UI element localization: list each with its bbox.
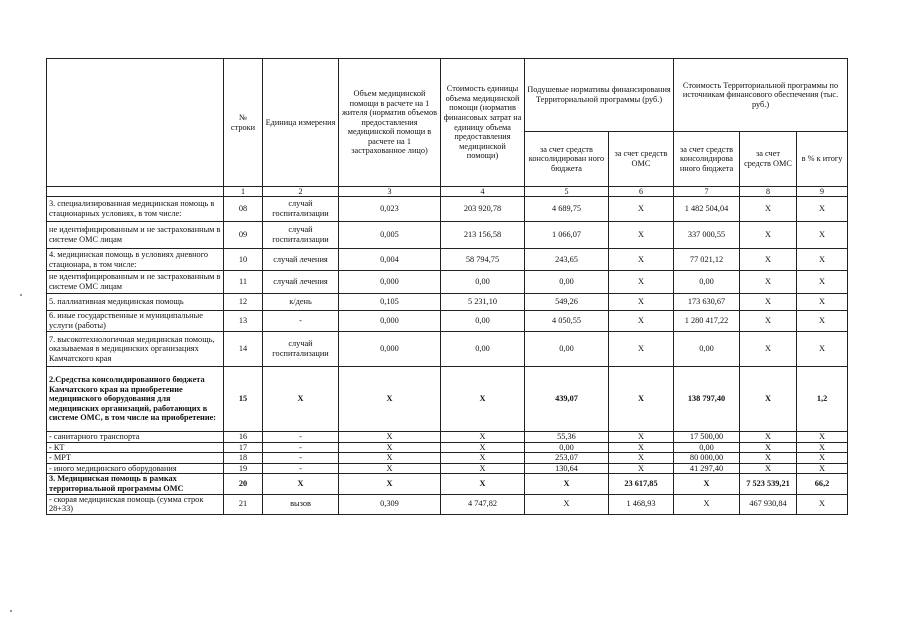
row-unit-cost: 0,00 bbox=[441, 332, 525, 367]
column-number: 2 bbox=[263, 187, 339, 197]
row-total-budget: 80 000,00 bbox=[674, 453, 740, 464]
row-unit: Х bbox=[263, 367, 339, 432]
column-number: 5 bbox=[525, 187, 609, 197]
row-per-capita-oms: Х bbox=[609, 249, 674, 271]
scan-speck bbox=[10, 610, 12, 612]
header-volume: Объем медицинской помощи в расчете на 1 жителя (норматив объемов предоставления медицинской помощи в расчете на 1 застрахованное лицо) bbox=[339, 59, 441, 187]
table-row bbox=[47, 453, 848, 464]
row-name: - иного медицинского оборудования bbox=[47, 463, 224, 474]
row-per-capita-oms: Х bbox=[609, 442, 674, 453]
row-per-capita-oms: Х bbox=[609, 271, 674, 294]
row-percent: 1,2 bbox=[797, 367, 848, 432]
row-unit-cost: 0,00 bbox=[441, 311, 525, 332]
column-number: 8 bbox=[740, 187, 797, 197]
row-total-budget: 0,00 bbox=[674, 442, 740, 453]
row-volume: Х bbox=[339, 453, 441, 464]
row-per-capita-oms: Х bbox=[609, 463, 674, 474]
column-number: 1 bbox=[224, 187, 263, 197]
column-number-row bbox=[47, 187, 848, 197]
table-body bbox=[47, 197, 848, 515]
table-row bbox=[47, 367, 848, 432]
row-number: 15 bbox=[224, 367, 263, 432]
column-number-blank bbox=[47, 187, 224, 197]
column-number: 9 bbox=[797, 187, 848, 197]
row-number: 17 bbox=[224, 442, 263, 453]
header-name-cell bbox=[47, 59, 224, 187]
row-number: 14 bbox=[224, 332, 263, 367]
row-volume: 0,000 bbox=[339, 332, 441, 367]
header-sub-budget: за счет средств консолидирован ного бюджета bbox=[525, 132, 609, 187]
column-number: 6 bbox=[609, 187, 674, 197]
table-row bbox=[47, 474, 848, 494]
table-row bbox=[47, 249, 848, 271]
row-number: 16 bbox=[224, 432, 263, 443]
row-volume: Х bbox=[339, 474, 441, 494]
row-total-budget: 77 021,12 bbox=[674, 249, 740, 271]
row-number: 08 bbox=[224, 197, 263, 222]
header-sub-oms: за счет средств ОМС bbox=[609, 132, 674, 187]
row-name: - санитарного транспорта bbox=[47, 432, 224, 443]
column-number: 4 bbox=[441, 187, 525, 197]
row-total-oms: Х bbox=[740, 442, 797, 453]
row-number: 09 bbox=[224, 222, 263, 249]
table-row bbox=[47, 271, 848, 294]
row-number: 20 bbox=[224, 474, 263, 494]
table-row bbox=[47, 332, 848, 367]
row-per-capita-oms: 23 617,85 bbox=[609, 474, 674, 494]
row-per-capita-budget: 0,00 bbox=[525, 332, 609, 367]
row-total-oms: Х bbox=[740, 367, 797, 432]
row-per-capita-oms: Х bbox=[609, 222, 674, 249]
row-total-oms: Х bbox=[740, 271, 797, 294]
row-percent: Х bbox=[797, 271, 848, 294]
row-name: 7. высокотехнологичная медицинская помощь, оказываемая в медицинских организациях Камчатского края bbox=[47, 332, 224, 367]
row-unit: - bbox=[263, 311, 339, 332]
header-unit: Единица измерения bbox=[263, 59, 339, 187]
row-volume: 0,309 bbox=[339, 494, 441, 514]
row-unit-cost: Х bbox=[441, 432, 525, 443]
row-volume: Х bbox=[339, 432, 441, 443]
header-sub-budget2: за счет средств консолидирова нного бюджета bbox=[674, 132, 740, 187]
row-total-oms: Х bbox=[740, 197, 797, 222]
row-unit-cost: Х bbox=[441, 453, 525, 464]
row-percent: Х bbox=[797, 294, 848, 311]
header-row-no: № строки bbox=[224, 59, 263, 187]
row-per-capita-budget: 243,65 bbox=[525, 249, 609, 271]
table-row bbox=[47, 494, 848, 514]
row-unit: вызов bbox=[263, 494, 339, 514]
row-volume: Х bbox=[339, 442, 441, 453]
row-total-oms: Х bbox=[740, 463, 797, 474]
row-total-budget: 138 797,40 bbox=[674, 367, 740, 432]
row-per-capita-budget: 0,00 bbox=[525, 442, 609, 453]
column-number: 7 bbox=[674, 187, 740, 197]
row-total-budget: 0,00 bbox=[674, 271, 740, 294]
row-volume: 0,004 bbox=[339, 249, 441, 271]
program-cost-table bbox=[46, 58, 848, 515]
row-name: 3. специализированная медицинская помощь в стационарных условиях, в том числе: bbox=[47, 197, 224, 222]
row-unit: к/день bbox=[263, 294, 339, 311]
header-cost-unit: Стоимость единицы объема медицинской помощи (норматив финансовых затрат на единицу объема предоставления медицинской помощи) bbox=[441, 59, 525, 187]
row-total-budget: 337 000,55 bbox=[674, 222, 740, 249]
row-percent: Х bbox=[797, 197, 848, 222]
row-unit: Х bbox=[263, 474, 339, 494]
row-total-budget: 173 630,67 bbox=[674, 294, 740, 311]
row-total-budget: 0,00 bbox=[674, 332, 740, 367]
row-total-budget: Х bbox=[674, 474, 740, 494]
row-unit: случай госпитализации bbox=[263, 222, 339, 249]
row-name: 6. иные государственные и муниципальные услуги (работы) bbox=[47, 311, 224, 332]
row-per-capita-budget: 253,07 bbox=[525, 453, 609, 464]
row-number: 11 bbox=[224, 271, 263, 294]
row-total-budget: 41 297,40 bbox=[674, 463, 740, 474]
header-program-cost: Стоимость Территориальной программы по источникам финансового обеспечения (тыс. руб.) bbox=[674, 59, 848, 132]
row-total-oms: Х bbox=[740, 294, 797, 311]
row-percent: Х bbox=[797, 432, 848, 443]
row-unit-cost: 5 231,10 bbox=[441, 294, 525, 311]
row-total-budget: Х bbox=[674, 494, 740, 514]
row-unit: - bbox=[263, 463, 339, 474]
row-volume: 0,005 bbox=[339, 222, 441, 249]
row-volume: Х bbox=[339, 367, 441, 432]
row-per-capita-oms: Х bbox=[609, 294, 674, 311]
row-number: 13 bbox=[224, 311, 263, 332]
row-percent: Х bbox=[797, 332, 848, 367]
table-row bbox=[47, 311, 848, 332]
table-row bbox=[47, 442, 848, 453]
row-total-oms: 7 523 539,21 bbox=[740, 474, 797, 494]
row-unit: случай лечения bbox=[263, 249, 339, 271]
row-volume: 0,000 bbox=[339, 271, 441, 294]
row-percent: Х bbox=[797, 222, 848, 249]
row-per-capita-budget: 549,26 bbox=[525, 294, 609, 311]
row-unit-cost: Х bbox=[441, 463, 525, 474]
row-total-oms: Х bbox=[740, 222, 797, 249]
table-row bbox=[47, 294, 848, 311]
row-number: 18 bbox=[224, 453, 263, 464]
row-unit-cost: Х bbox=[441, 442, 525, 453]
row-per-capita-budget: 439,07 bbox=[525, 367, 609, 432]
row-volume: Х bbox=[339, 463, 441, 474]
header-row bbox=[47, 59, 848, 132]
table-row bbox=[47, 432, 848, 443]
row-unit: случай госпитализации bbox=[263, 332, 339, 367]
row-total-oms: Х bbox=[740, 453, 797, 464]
row-name: 4. медицинская помощь в условиях дневного стационара, в том числе: bbox=[47, 249, 224, 271]
row-unit: - bbox=[263, 432, 339, 443]
row-percent: Х bbox=[797, 453, 848, 464]
row-unit: случай госпитализации bbox=[263, 197, 339, 222]
row-total-oms: Х bbox=[740, 332, 797, 367]
table-row bbox=[47, 222, 848, 249]
row-name: - МРТ bbox=[47, 453, 224, 464]
row-unit: случай лечения bbox=[263, 271, 339, 294]
row-per-capita-budget: 0,00 bbox=[525, 271, 609, 294]
row-unit-cost: 58 794,75 bbox=[441, 249, 525, 271]
scan-speck bbox=[20, 294, 22, 296]
row-name: 2.Средства консолидированного бюджета Камчатского края на приобретение медицинского оборудования для медицинских организаций, работающих в системе ОМС, в том числе на приобретение: bbox=[47, 367, 224, 432]
row-name: 3. Медицинская помощь в рамках территориальной программы ОМС bbox=[47, 474, 224, 494]
row-per-capita-budget: 4 689,75 bbox=[525, 197, 609, 222]
row-per-capita-budget: 130,64 bbox=[525, 463, 609, 474]
row-name: не идентифицированным и не застрахованным в системе ОМС лицам bbox=[47, 222, 224, 249]
row-number: 10 bbox=[224, 249, 263, 271]
row-unit: - bbox=[263, 453, 339, 464]
table-row bbox=[47, 197, 848, 222]
row-per-capita-oms: Х bbox=[609, 432, 674, 443]
row-per-capita-budget: Х bbox=[525, 474, 609, 494]
row-unit-cost: 0,00 bbox=[441, 271, 525, 294]
row-total-budget: 1 280 417,22 bbox=[674, 311, 740, 332]
row-per-capita-oms: Х bbox=[609, 197, 674, 222]
column-number: 3 bbox=[339, 187, 441, 197]
row-per-capita-budget: Х bbox=[525, 494, 609, 514]
row-unit-cost: 213 156,58 bbox=[441, 222, 525, 249]
row-number: 12 bbox=[224, 294, 263, 311]
row-total-oms: 467 930,84 bbox=[740, 494, 797, 514]
row-unit-cost: 203 920,78 bbox=[441, 197, 525, 222]
row-unit-cost: 4 747,82 bbox=[441, 494, 525, 514]
row-percent: Х bbox=[797, 311, 848, 332]
row-unit: - bbox=[263, 442, 339, 453]
header-sub-percent: в % к итогу bbox=[797, 132, 848, 187]
row-total-budget: 1 482 504,04 bbox=[674, 197, 740, 222]
table-row bbox=[47, 463, 848, 474]
row-per-capita-budget: 4 050,55 bbox=[525, 311, 609, 332]
row-number: 21 bbox=[224, 494, 263, 514]
row-per-capita-oms: Х bbox=[609, 332, 674, 367]
row-percent: Х bbox=[797, 494, 848, 514]
row-percent: 66,2 bbox=[797, 474, 848, 494]
row-per-capita-budget: 1 066,07 bbox=[525, 222, 609, 249]
row-total-oms: Х bbox=[740, 311, 797, 332]
row-per-capita-budget: 55,36 bbox=[525, 432, 609, 443]
row-total-oms: Х bbox=[740, 432, 797, 443]
row-per-capita-oms: Х bbox=[609, 453, 674, 464]
header-per-capita: Подушевые нормативы финансирования Территориальной программы (руб.) bbox=[525, 59, 674, 132]
row-per-capita-oms: 1 468,93 bbox=[609, 494, 674, 514]
row-number: 19 bbox=[224, 463, 263, 474]
row-per-capita-oms: Х bbox=[609, 367, 674, 432]
row-name: - скорая медицинская помощь (сумма строк 28+33) bbox=[47, 494, 224, 514]
row-volume: 0,000 bbox=[339, 311, 441, 332]
row-percent: Х bbox=[797, 249, 848, 271]
header-sub-oms2: за счет средств ОМС bbox=[740, 132, 797, 187]
row-total-oms: Х bbox=[740, 249, 797, 271]
row-unit-cost: Х bbox=[441, 474, 525, 494]
row-volume: 0,023 bbox=[339, 197, 441, 222]
row-name: - КТ bbox=[47, 442, 224, 453]
row-name: 5. паллиативная медицинская помощь bbox=[47, 294, 224, 311]
row-total-budget: 17 500,00 bbox=[674, 432, 740, 443]
row-unit-cost: Х bbox=[441, 367, 525, 432]
row-percent: Х bbox=[797, 463, 848, 474]
row-per-capita-oms: Х bbox=[609, 311, 674, 332]
row-name: не идентифицированным и не застрахованным в системе ОМС лицам bbox=[47, 271, 224, 294]
row-volume: 0,105 bbox=[339, 294, 441, 311]
row-percent: Х bbox=[797, 442, 848, 453]
